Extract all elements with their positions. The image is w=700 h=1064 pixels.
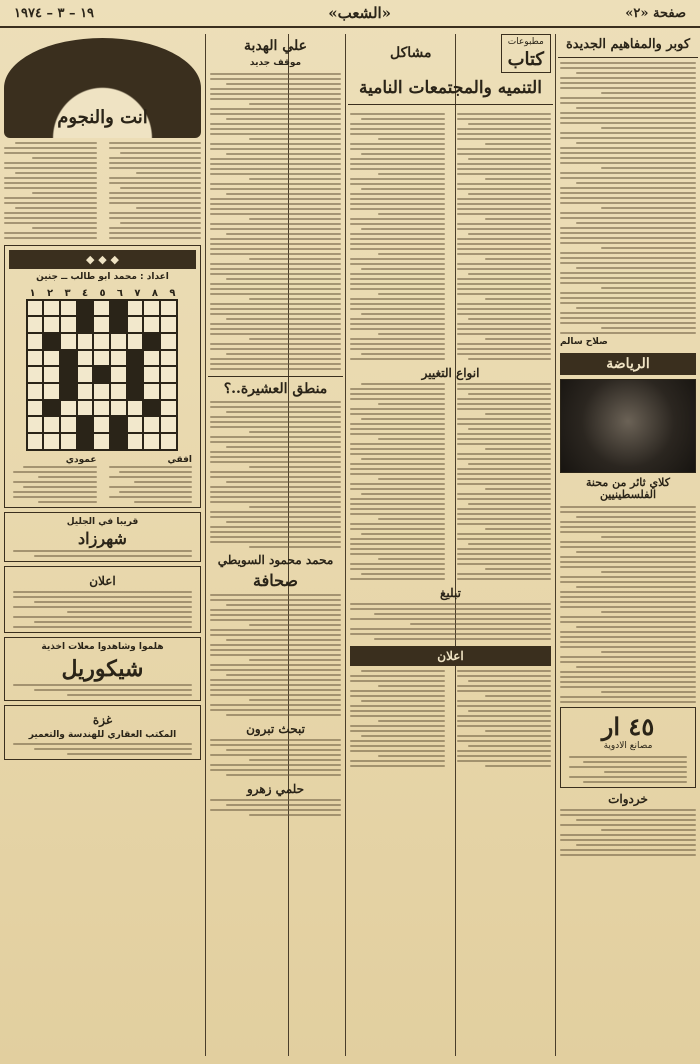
crossword-cell xyxy=(43,383,60,400)
shoe-store-ad xyxy=(4,637,201,701)
crossword-cell xyxy=(160,366,177,383)
crossword-cell xyxy=(27,350,44,367)
crossword-grid xyxy=(26,299,178,451)
crossword-cell xyxy=(143,433,160,450)
press-heading: صحافة xyxy=(252,570,298,590)
crossword-cell xyxy=(127,416,144,433)
crossword-cell xyxy=(110,400,127,417)
horoscope-badge xyxy=(4,38,201,138)
article-body xyxy=(556,62,700,334)
crossword-cell xyxy=(27,300,44,317)
crossword-cell xyxy=(110,383,127,400)
crossword-cell xyxy=(60,383,77,400)
pharma-ad xyxy=(560,707,696,788)
crossword-cell xyxy=(77,316,94,333)
article-column-b xyxy=(346,113,449,360)
notice-two-heading: حلمي زهرو xyxy=(246,782,305,797)
crossword-cell xyxy=(160,400,177,417)
shoe-store-brand: شيكوريل xyxy=(61,655,144,682)
crossword-cell xyxy=(127,383,144,400)
crossword-cell xyxy=(110,333,127,350)
crossword-box xyxy=(4,245,201,508)
crossword-cell xyxy=(27,333,44,350)
shoe-store-tagline: هلموا وشاهدوا معلات اخذية xyxy=(41,642,164,653)
crossword-cell xyxy=(160,433,177,450)
main-headline: التنميه والمجتمعات النامية xyxy=(348,79,553,106)
crossword-cell xyxy=(43,316,60,333)
cinema-ad-name: شهرزاد xyxy=(78,529,127,549)
crossword-cell xyxy=(160,300,177,317)
crossword-cell xyxy=(160,316,177,333)
cinema-ad xyxy=(4,512,201,562)
subheading: انواع التغيير xyxy=(421,366,480,381)
sports-body xyxy=(556,506,700,703)
crossword-cell xyxy=(60,416,77,433)
paper-name: «الشعب» xyxy=(328,4,392,22)
down-clues-label: عمودي xyxy=(65,454,97,465)
notice-band: اعلان xyxy=(350,646,551,666)
notice-ad-head: اعلان xyxy=(89,574,116,589)
real-estate-city: غزة xyxy=(92,712,113,727)
column-heading: علي الهدبة xyxy=(244,38,307,54)
pharma-ad-sub: مصانع الادوية xyxy=(603,740,653,751)
crossword-cell xyxy=(143,383,160,400)
crossword-cell xyxy=(27,366,44,383)
boxer-photo xyxy=(560,379,696,473)
cinema-ad-head: قريبا في الجليل xyxy=(66,517,139,528)
byline: محمد محمود السويطي xyxy=(217,552,334,567)
crossword-cell xyxy=(110,433,127,450)
crossword-cell xyxy=(77,333,94,350)
crossword-cell xyxy=(160,416,177,433)
crossword-cell xyxy=(143,416,160,433)
crossword-cell xyxy=(127,366,144,383)
crossword-cell xyxy=(43,350,60,367)
crossword-cell xyxy=(27,400,44,417)
crossword-cell xyxy=(77,350,94,367)
crossword-cell xyxy=(60,433,77,450)
crossword-cell xyxy=(143,300,160,317)
column-4 xyxy=(0,34,205,1056)
crossword-cell xyxy=(143,316,160,333)
crossword-cell xyxy=(93,350,110,367)
classified-heading: خردوات xyxy=(608,791,648,806)
sports-headline: كلاي ثائر من محنة الفلسطينيين xyxy=(586,475,670,502)
crossword-cell xyxy=(93,366,110,383)
sports-section-band: الرياضة xyxy=(560,353,696,375)
crossword-cell xyxy=(77,366,94,383)
crossword-cell xyxy=(27,416,44,433)
crossword-cell xyxy=(60,400,77,417)
issue-date: ١٩ – ٣ – ١٩٧٤ xyxy=(14,5,95,21)
author-signature: صلاح سالم xyxy=(560,336,608,347)
crossword-cell xyxy=(77,300,94,317)
crossword-cell xyxy=(127,300,144,317)
crossword-cell xyxy=(143,350,160,367)
across-clues-label: افقي xyxy=(167,454,192,465)
crossword-cell xyxy=(93,383,110,400)
article-headline: منطق العشيرة..؟ xyxy=(208,376,343,397)
crossword-cell xyxy=(110,416,127,433)
crossword-cell xyxy=(43,366,60,383)
article-column-a xyxy=(453,113,556,360)
crossword-cell xyxy=(93,433,110,450)
crossword-cell xyxy=(43,400,60,417)
crossword-cell xyxy=(60,350,77,367)
crossword-cell xyxy=(93,300,110,317)
crossword-cell xyxy=(127,350,144,367)
crossword-cell xyxy=(77,383,94,400)
crossword-cell xyxy=(60,316,77,333)
crossword-cell xyxy=(160,333,177,350)
crossword-cell xyxy=(60,366,77,383)
crossword-cell xyxy=(43,333,60,350)
crossword-cell xyxy=(43,300,60,317)
books-section-badge xyxy=(501,34,551,73)
crossword-cell xyxy=(127,433,144,450)
crossword-cell xyxy=(93,416,110,433)
books-kicker: مطبوعات xyxy=(507,37,544,47)
crossword-cell xyxy=(93,400,110,417)
books-section-title: كتاب xyxy=(507,48,544,70)
crossword-credit: اعداد : محمد ابو طالب ــ جنين xyxy=(36,272,169,282)
crossword-cell xyxy=(127,333,144,350)
crossword-cell xyxy=(143,400,160,417)
crossword-cell xyxy=(160,383,177,400)
crossword-cell xyxy=(143,333,160,350)
horoscope-title: انت والنجوم xyxy=(57,107,148,128)
crossword-cell xyxy=(77,433,94,450)
column-2 xyxy=(346,34,555,1056)
crossword-cell xyxy=(110,350,127,367)
narrow-filler xyxy=(289,540,345,1056)
notice-one-heading: تبحث تبرون xyxy=(246,722,305,737)
crossword-cell xyxy=(27,383,44,400)
crossword-cell xyxy=(93,316,110,333)
pharma-ad-big: ٤٥ ار xyxy=(601,711,655,741)
column-1 xyxy=(556,34,700,1056)
crossword-cell xyxy=(27,433,44,450)
crossword-cell xyxy=(127,400,144,417)
crossword-cell xyxy=(143,366,160,383)
page-number: صفحة «٢» xyxy=(625,5,686,21)
real-estate-ad xyxy=(4,705,201,761)
crossword-cell xyxy=(77,400,94,417)
crossword-cell xyxy=(43,433,60,450)
real-estate-office: المكتب العقاري للهندسة والتعمير xyxy=(28,729,177,740)
crossword-cell xyxy=(110,316,127,333)
crossword-cell xyxy=(43,416,60,433)
crossword-cell xyxy=(160,350,177,367)
crossword-cell xyxy=(60,333,77,350)
crossword-cell xyxy=(27,316,44,333)
crossword-cell xyxy=(127,316,144,333)
section-label: مشاكل xyxy=(390,45,432,62)
crossword-cell xyxy=(110,300,127,317)
crossword-column-numbers: ١ ٢ ٣ ٤ ٥ ٦ ٧ ٨ ٩ xyxy=(29,287,176,299)
classified-tag: تبليغ xyxy=(440,586,461,601)
column-subheading: موقف جديد xyxy=(249,58,302,69)
page-header xyxy=(0,0,700,28)
notice-ad xyxy=(4,566,201,633)
crossword-cell xyxy=(60,300,77,317)
crossword-cell xyxy=(93,333,110,350)
crossword-cell xyxy=(110,366,127,383)
article-title: كوبر والمفاهيم الجديدة xyxy=(558,38,698,58)
crossword-band: ◆ ◆ ◆ xyxy=(9,250,196,269)
crossword-cell xyxy=(77,416,94,433)
